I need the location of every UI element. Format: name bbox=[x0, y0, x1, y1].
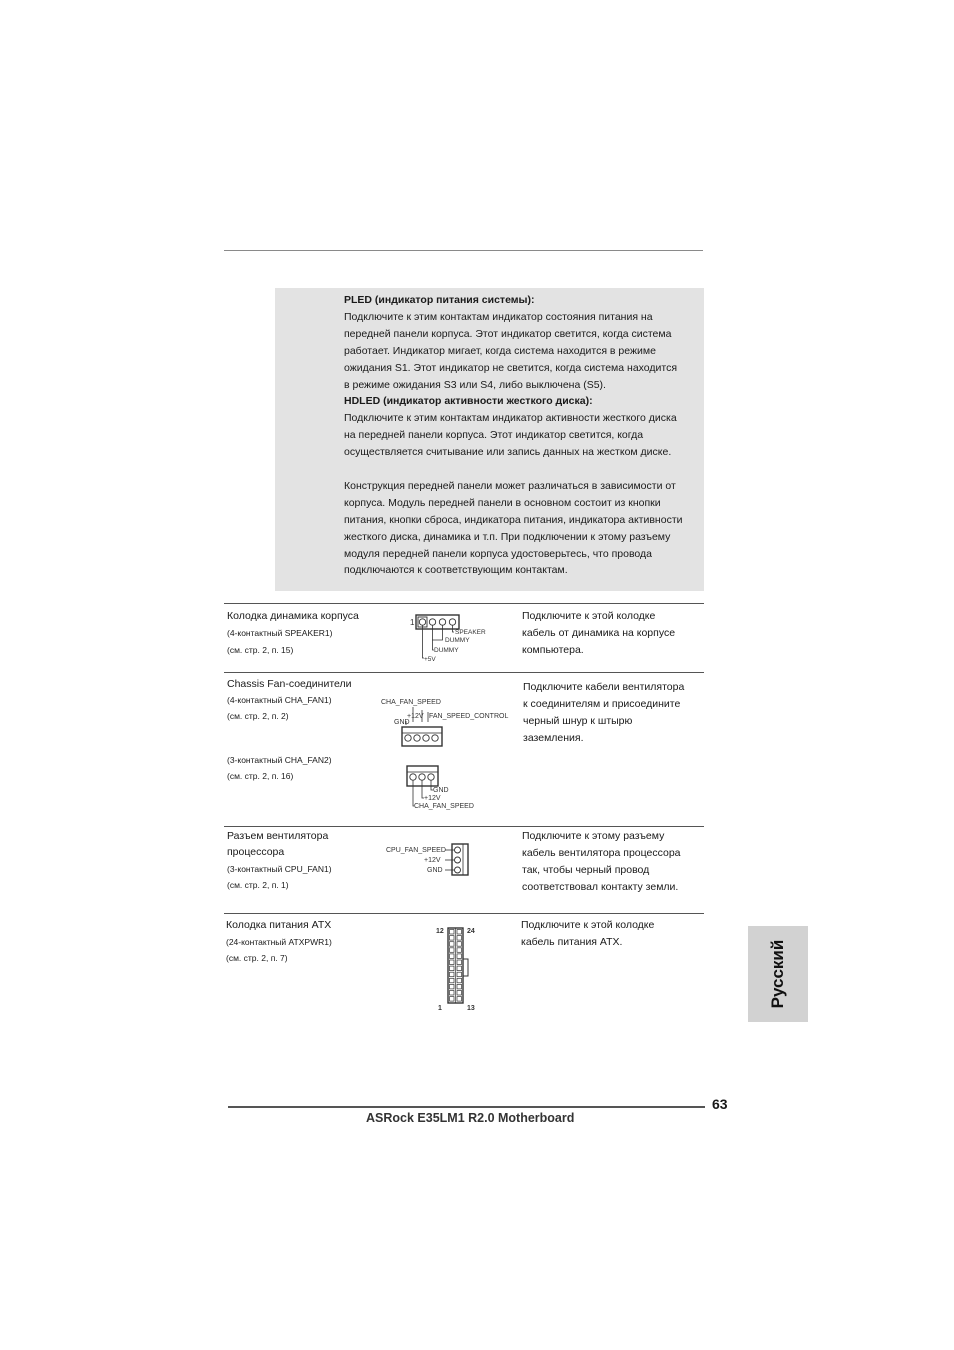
pin-circle bbox=[439, 619, 445, 625]
chassis-fan2-subtitle: (3-контактный CHA_FAN2) bbox=[227, 755, 332, 765]
pled-line: передней панели корпуса. Этот индикатор светится, когда система bbox=[344, 327, 672, 340]
hdled-heading: HDLED (индикатор активности жесткого диска): bbox=[344, 395, 593, 408]
atx-pin bbox=[457, 997, 462, 1002]
gnd-pin-label: GND bbox=[433, 787, 449, 794]
description-line: компьютера. bbox=[522, 644, 584, 656]
footer-rule bbox=[228, 1106, 705, 1108]
pin-circle bbox=[455, 847, 461, 853]
atx-latch bbox=[463, 959, 468, 976]
dummy-pin-label: DUMMY bbox=[434, 647, 459, 654]
atx-pin bbox=[450, 966, 455, 971]
description-line: Подключите к этому разъему bbox=[522, 830, 665, 842]
atx-pin bbox=[450, 936, 455, 941]
12v-pin-label: +12V bbox=[407, 713, 424, 720]
atx-pin bbox=[450, 960, 455, 965]
pin-24-label: 24 bbox=[467, 928, 475, 935]
description-line: к соединителям и присоедините bbox=[523, 698, 681, 710]
row-divider bbox=[224, 826, 704, 827]
speed-pin-label: CHA_FAN_SPEED bbox=[381, 699, 441, 706]
fan-header-key bbox=[407, 766, 438, 772]
dummy-pin-label: DUMMY bbox=[445, 637, 470, 644]
pin-circle bbox=[455, 857, 461, 863]
atx-pin bbox=[450, 930, 455, 935]
note-line: жесткого диска, динамика и т.п. При подключении к этому разъему bbox=[344, 530, 671, 543]
cpu-fan-reference: (см. стр. 2, п. 1) bbox=[227, 880, 289, 890]
fan-header-body bbox=[407, 766, 438, 786]
atx-pin bbox=[450, 942, 455, 947]
speaker-header-diagram bbox=[408, 612, 498, 664]
pled-line: в режиме ожидания S3 или S4, либо выключена (S5). bbox=[344, 378, 606, 391]
chassis-fan-title: Chassis Fan-соединители bbox=[227, 678, 352, 690]
pin-circle bbox=[419, 619, 425, 625]
chassis-fan-description bbox=[523, 679, 707, 747]
speed-pin-label: CPU_FAN_SPEED bbox=[386, 847, 446, 854]
chassis-fan2-diagram bbox=[404, 764, 494, 812]
chassis-fan1-reference: (см. стр. 2, п. 2) bbox=[227, 711, 289, 721]
hdled-line: на передней панели корпуса. Этот индикатор светится, когда bbox=[344, 429, 644, 442]
atx-pin bbox=[450, 991, 455, 996]
row-divider bbox=[224, 913, 704, 914]
fan-header-body bbox=[402, 727, 442, 746]
paragraph-gap bbox=[344, 461, 716, 478]
fan-header-key bbox=[463, 844, 468, 875]
note-line: модуля передней панели корпуса удостоверьтесь, что провода bbox=[344, 547, 653, 560]
12v-pin-label: +12V bbox=[424, 857, 441, 864]
cpu-fan-diagram bbox=[386, 842, 476, 878]
row-divider bbox=[224, 672, 704, 673]
top-rule bbox=[224, 250, 703, 251]
atx-reference: (см. стр. 2, п. 7) bbox=[226, 953, 288, 963]
12v-pin-label: +12V bbox=[424, 795, 441, 802]
speaker-title: Колодка динамика корпуса bbox=[227, 610, 359, 622]
atx-pin bbox=[457, 954, 462, 959]
speaker-pin-label: SPEAKER bbox=[455, 629, 486, 636]
atx-pin bbox=[457, 966, 462, 971]
atx-pin bbox=[457, 972, 462, 977]
speaker-description bbox=[522, 608, 706, 659]
atx-pin bbox=[457, 942, 462, 947]
note-line: Конструкция передней панели может различаться в зависимости от bbox=[344, 479, 676, 492]
pin-13-label: 13 bbox=[467, 1005, 475, 1012]
atx-pin bbox=[450, 972, 455, 977]
atx-power-diagram bbox=[434, 922, 484, 1014]
pin-circle bbox=[455, 867, 461, 873]
description-line: заземления. bbox=[523, 732, 584, 744]
hdled-line: Подключите к этим контактам индикатор активности жесткого диска bbox=[344, 412, 677, 425]
atx-pin bbox=[450, 997, 455, 1002]
speaker-reference: (см. стр. 2, п. 15) bbox=[227, 645, 294, 655]
atx-pin bbox=[450, 984, 455, 989]
page-number: 63 bbox=[712, 1096, 728, 1112]
description-line: Подключите кабели вентилятора bbox=[523, 681, 685, 693]
pin-circle bbox=[414, 735, 420, 741]
description-line: Подключите к этой колодке bbox=[522, 610, 656, 622]
pled-line: Подключите к этим контактам индикатор состояния питания на bbox=[344, 310, 653, 323]
lead-line bbox=[432, 625, 443, 640]
atx-pin bbox=[450, 978, 455, 983]
gnd-pin-label: GND bbox=[394, 719, 410, 726]
atx-title: Колодка питания ATX bbox=[226, 919, 332, 931]
atx-pin bbox=[457, 984, 462, 989]
atx-pin bbox=[457, 936, 462, 941]
note-line: корпуса. Модуль передней панели в основном состоит из кнопки bbox=[344, 496, 661, 509]
atx-pin bbox=[450, 948, 455, 953]
cpu-fan-title: Разъем вентилятора bbox=[227, 830, 329, 842]
pled-heading: PLED (индикатор питания системы): bbox=[344, 294, 535, 306]
atx-description bbox=[521, 917, 705, 951]
atx-pin bbox=[457, 991, 462, 996]
cpu-fan-description bbox=[522, 828, 706, 896]
pin-circle bbox=[432, 735, 438, 741]
language-tab bbox=[748, 926, 808, 1022]
description-line: так, чтобы черный провод bbox=[522, 864, 650, 876]
chassis-fan1-diagram bbox=[380, 695, 514, 750]
description-line: соответствовал контакту земли. bbox=[522, 881, 679, 893]
description-line: кабель питания ATX. bbox=[521, 936, 623, 948]
atx-pin bbox=[450, 954, 455, 959]
pin-1-label: 1 bbox=[410, 618, 415, 627]
pin-circle bbox=[428, 774, 434, 780]
fan-header-key bbox=[402, 727, 442, 733]
control-pin-label: FAN_SPEED_CONTROL bbox=[429, 713, 509, 720]
chassis-fan1-subtitle: (4-контактный CHA_FAN1) bbox=[227, 695, 332, 705]
speaker-subtitle: (4-контактный SPEAKER1) bbox=[227, 628, 333, 638]
note-line: питания, кнопки сброса, индикатора питания, индикатора активности bbox=[344, 513, 683, 526]
atx-pin bbox=[457, 978, 462, 983]
info-text bbox=[344, 292, 716, 579]
chassis-fan2-reference: (см. стр. 2, п. 16) bbox=[227, 771, 294, 781]
row-divider bbox=[224, 603, 704, 604]
note-line: подключаются к соответствующим контактам. bbox=[344, 564, 568, 577]
description-line: кабель вентилятора процессора bbox=[522, 847, 681, 859]
atx-pin bbox=[457, 948, 462, 953]
pin-circle bbox=[410, 774, 416, 780]
footer-title: ASRock E35LM1 R2.0 Motherboard bbox=[366, 1111, 575, 1125]
description-line: кабель от динамика на корпусе bbox=[522, 627, 676, 639]
description-line: Подключите к этой колодке bbox=[521, 919, 655, 931]
pin-circle bbox=[419, 774, 425, 780]
pin-circle bbox=[449, 619, 455, 625]
atx-pin bbox=[457, 960, 462, 965]
pin-circle bbox=[405, 735, 411, 741]
atx-subtitle: (24-контактный ATXPWR1) bbox=[226, 937, 332, 947]
lead-line bbox=[423, 625, 425, 658]
pin-1-label: 1 bbox=[438, 1005, 442, 1012]
5v-pin-label: +5V bbox=[424, 656, 436, 663]
pled-line: работает. Индикатор мигает, когда система находится в режиме bbox=[344, 344, 656, 357]
hdled-line: осуществляется считывание или запись данных на жестком диске. bbox=[344, 446, 672, 459]
gnd-pin-label: GND bbox=[427, 867, 443, 874]
language-tab-label: Русский bbox=[768, 939, 787, 1009]
cpu-fan-title: процессора bbox=[227, 846, 285, 858]
pin-circle bbox=[423, 735, 429, 741]
cpu-fan-subtitle: (3-контактный CPU_FAN1) bbox=[227, 864, 332, 874]
pin-circle bbox=[429, 619, 435, 625]
pled-line: ожидания S1. Этот индикатор не светится, когда система находится bbox=[344, 361, 678, 374]
description-line: черный шнур к штырю bbox=[523, 715, 633, 727]
pin-12-label: 12 bbox=[436, 928, 444, 935]
atx-pin bbox=[457, 930, 462, 935]
speed-pin-label: CHA_FAN_SPEED bbox=[414, 803, 474, 810]
